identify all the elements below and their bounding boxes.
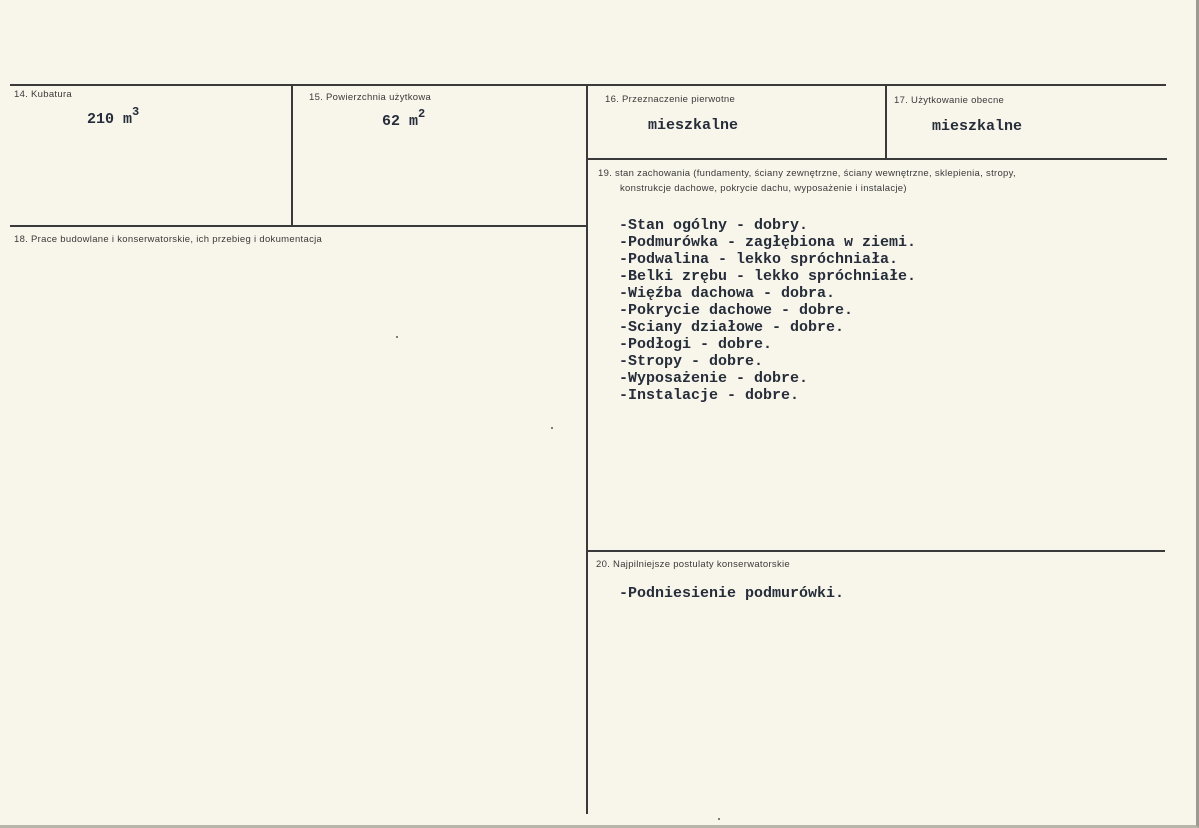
field-14-number: 210 m: [87, 111, 133, 128]
paper-speck: [396, 336, 398, 338]
condition-item: -Wyposażenie - dobre.: [619, 370, 809, 387]
condition-item: -Sciany działowe - dobre.: [619, 319, 845, 336]
divider-14-15: [291, 84, 293, 226]
field-14-exponent: 3: [132, 105, 140, 119]
condition-item: -Instalacje - dobre.: [619, 387, 800, 404]
paper-speck: [551, 427, 553, 429]
condition-item: -Podwalina - lekko spróchniała.: [619, 251, 899, 268]
rule-above-20: [587, 550, 1165, 552]
field-20-label: 20. Najpilniejsze postulaty konserwatorskie: [596, 559, 791, 570]
condition-item: -Stropy - dobre.: [619, 353, 764, 370]
center-divider: [586, 84, 588, 814]
field-15-value: [382, 107, 426, 130]
field-16-value: mieszkalne: [648, 117, 739, 134]
divider-16-17: [885, 84, 887, 158]
top-rule: [10, 84, 1166, 86]
condition-item: -Stan ogólny - dobry.: [619, 217, 809, 234]
field-19-label-line2: konstrukcje dachowe, pokrycie dachu, wyposażenie i instalacje): [620, 183, 907, 194]
condition-item: -Więźba dachowa - dobra.: [619, 285, 836, 302]
field-17-label: 17. Użytkowanie obecne: [894, 95, 1005, 106]
field-15-label: 15. Powierzchnia użytkowa: [309, 92, 432, 103]
condition-item: -Podmurówka - zagłębiona w ziemi.: [619, 234, 917, 251]
field-14-label: 14. Kubatura: [14, 89, 73, 100]
field-15-exponent: 2: [418, 107, 426, 121]
rule-under-16-17: [587, 158, 1167, 160]
field-18-label: 18. Prace budowlane i konserwatorskie, ich przebieg i dokumentacja: [14, 234, 323, 245]
field-19-label-line1: 19. stan zachowania (fundamenty, ściany zewnętrzne, ściany wewnętrzne, sklepienia, stropy,: [598, 168, 1016, 179]
condition-item: -Pokrycie dachowe - dobre.: [619, 302, 854, 319]
field-16-label: 16. Przeznaczenie pierwotne: [605, 94, 736, 105]
field-15-number: 62 m: [382, 113, 419, 130]
field-14-value: [87, 105, 140, 128]
paper-speck: [718, 818, 720, 820]
condition-item: -Belki zrębu - lekko spróchniałe.: [619, 268, 917, 285]
field-17-value: mieszkalne: [932, 118, 1023, 135]
condition-item: -Podłogi - dobre.: [619, 336, 773, 353]
field-19-items: [619, 217, 916, 404]
rule-under-14-15: [10, 225, 587, 227]
field-20-value: -Podniesienie podmurówki.: [619, 585, 845, 602]
